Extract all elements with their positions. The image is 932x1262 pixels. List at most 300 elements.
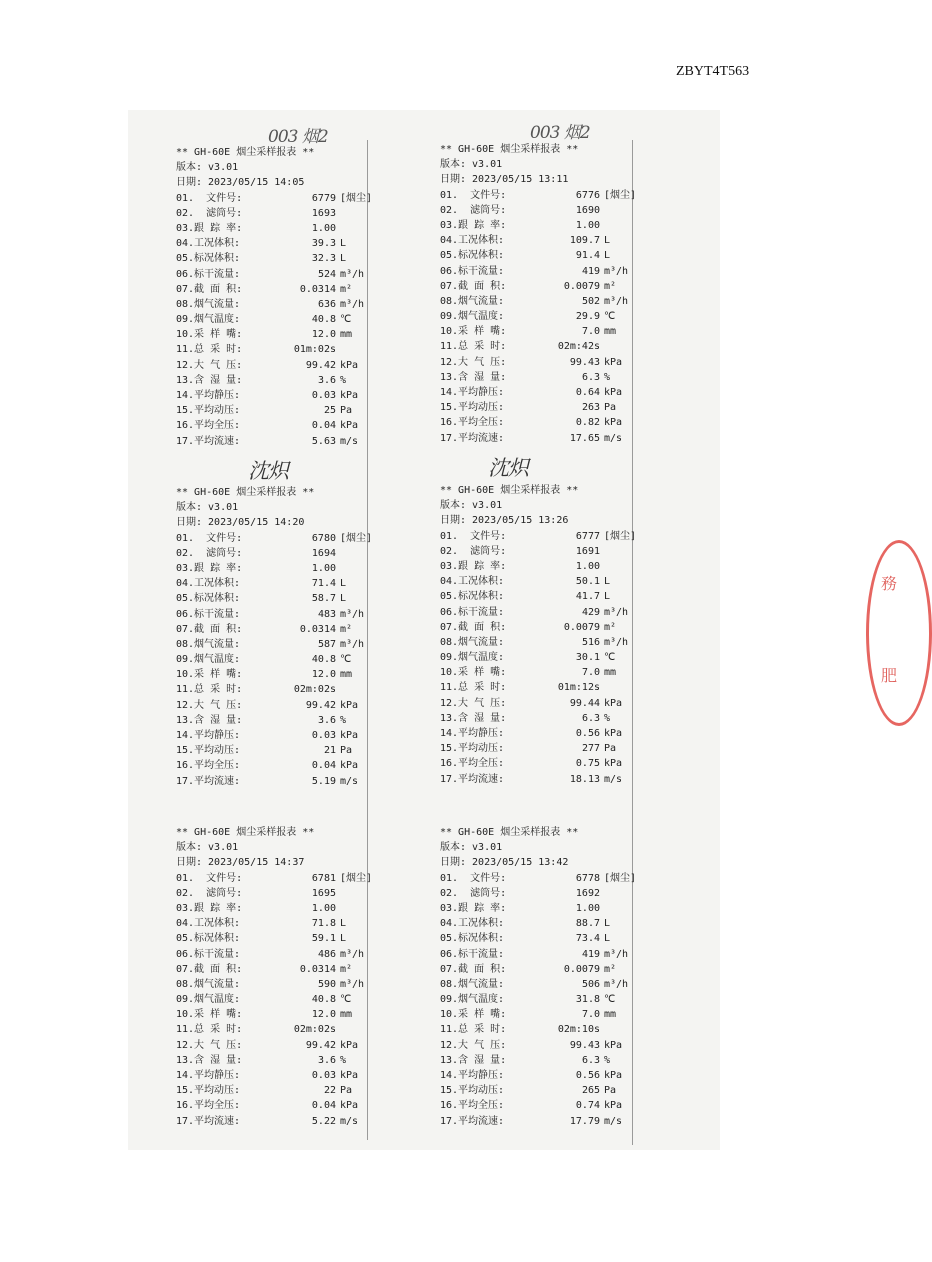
- row-label: 04.工况体积:: [176, 918, 241, 930]
- receipt-row: [440, 233, 655, 248]
- receipt-row: [176, 682, 391, 697]
- row-value: 483: [317, 608, 336, 620]
- row-label: 17.平均流速:: [440, 773, 505, 785]
- row-unit: %: [604, 1054, 611, 1066]
- row-label: 03.跟 踪 率:: [440, 560, 507, 572]
- receipt-row: [440, 1083, 655, 1098]
- receipt-date: 日期: 2023/05/15 13:42: [440, 857, 569, 869]
- row-value: 91.4: [575, 250, 600, 262]
- row-value: 02m:02s: [293, 1024, 336, 1036]
- row-label: 02. 滤筒号:: [176, 887, 243, 899]
- row-label: 12.大 气 压:: [440, 697, 507, 709]
- row-value: 0.03: [311, 730, 336, 742]
- row-label: 08.烟气流量:: [176, 298, 241, 310]
- row-unit: L: [340, 253, 347, 265]
- row-label: 14.平均静压:: [440, 1070, 505, 1082]
- row-label: 04.工况体积:: [440, 235, 505, 247]
- row-value: 5.22: [311, 1115, 336, 1127]
- receipt-version: 版本: v3.01: [176, 162, 239, 174]
- receipt-row: [440, 696, 655, 711]
- receipt-row: [440, 962, 655, 977]
- receipt-row: [440, 264, 655, 279]
- row-unit: kPa: [340, 359, 359, 371]
- row-unit: m²: [604, 963, 617, 975]
- row-label: 15.平均动压:: [440, 743, 505, 755]
- row-value: 6779: [311, 192, 336, 204]
- receipt-row: [176, 743, 391, 758]
- row-value: 02m:02s: [293, 684, 336, 696]
- row-value: 109.7: [569, 235, 600, 247]
- receipt-row: [440, 992, 655, 1007]
- row-value: 50.1: [575, 576, 600, 588]
- row-label: 05.标况体积:: [176, 593, 241, 605]
- row-label: 02. 滤筒号:: [176, 207, 243, 219]
- row-unit: ℃: [340, 314, 352, 326]
- row-value: 01m:02s: [293, 344, 336, 356]
- row-label: 16.平均全压:: [440, 1100, 505, 1112]
- row-label: 03.跟 踪 率:: [440, 219, 507, 231]
- receipt-row: [440, 370, 655, 385]
- row-value: 590: [317, 978, 336, 990]
- row-label: 07.截 面 积:: [176, 963, 243, 975]
- row-unit: [336, 206, 340, 221]
- receipt-date: 日期: 2023/05/15 14:05: [176, 177, 305, 189]
- receipt-row: [176, 871, 391, 886]
- row-unit: kPa: [604, 1100, 623, 1112]
- receipt-row: [176, 1022, 391, 1037]
- row-value: 40.8: [311, 314, 336, 326]
- receipt-row: [440, 756, 655, 771]
- row-unit: [烟尘]: [340, 872, 373, 884]
- sampling-receipt: [176, 145, 391, 449]
- receipt-row: [176, 251, 391, 266]
- receipt-row: [176, 297, 391, 312]
- receipt-version: 版本: v3.01: [176, 502, 239, 514]
- row-unit: m²: [340, 283, 353, 295]
- receipt-row: [176, 962, 391, 977]
- receipt-row: [440, 324, 655, 339]
- row-label: 13.含 湿 量:: [176, 374, 243, 386]
- row-unit: Pa: [340, 405, 353, 417]
- receipt-row: [440, 772, 655, 787]
- receipt-row: [176, 591, 391, 606]
- row-label: 14.平均静压:: [176, 730, 241, 742]
- row-value: 59.1: [311, 933, 336, 945]
- row-value: 22: [323, 1085, 336, 1097]
- row-unit: m/s: [340, 1115, 359, 1127]
- row-value: 0.03: [311, 1070, 336, 1082]
- row-value: 1.00: [311, 902, 336, 914]
- row-unit: m³/h: [340, 608, 365, 620]
- row-unit: m²: [604, 280, 617, 292]
- row-label: 05.标况体积:: [440, 250, 505, 262]
- receipt-row: [440, 1053, 655, 1068]
- row-value: 1.00: [575, 560, 600, 572]
- row-unit: [600, 203, 604, 218]
- row-value: 0.0314: [299, 963, 336, 975]
- row-value: 25: [323, 405, 336, 417]
- receipt-row: [440, 544, 655, 559]
- receipt-row: [176, 728, 391, 743]
- row-value: 1692: [575, 887, 600, 899]
- row-value: 0.04: [311, 1100, 336, 1112]
- row-label: 07.截 面 积:: [176, 283, 243, 295]
- receipt-row: [440, 1007, 655, 1022]
- row-unit: L: [604, 250, 611, 262]
- row-value: 0.56: [575, 728, 600, 740]
- row-unit: m/s: [604, 432, 623, 444]
- row-label: 02. 滤筒号:: [440, 887, 507, 899]
- row-unit: kPa: [604, 728, 623, 740]
- row-value: 0.0314: [299, 283, 336, 295]
- row-unit: [烟尘]: [340, 532, 373, 544]
- row-unit: mm: [340, 1009, 353, 1021]
- row-label: 13.含 湿 量:: [440, 712, 507, 724]
- receipt-row: [176, 561, 391, 576]
- row-label: 14.平均静压:: [176, 1070, 241, 1082]
- row-value: 265: [581, 1085, 600, 1097]
- receipt-row: [440, 203, 655, 218]
- row-unit: L: [604, 591, 611, 603]
- row-unit: kPa: [340, 420, 359, 432]
- row-label: 11.总 采 时:: [440, 341, 507, 353]
- row-unit: m³/h: [604, 978, 629, 990]
- row-unit: [600, 218, 604, 233]
- receipt-row: [176, 206, 391, 221]
- row-label: 07.截 面 积:: [176, 623, 243, 635]
- row-unit: m³/h: [604, 636, 629, 648]
- receipt-row: [440, 339, 655, 354]
- row-unit: [600, 559, 604, 574]
- row-label: 08.烟气流量:: [176, 638, 241, 650]
- row-label: 11.总 采 时:: [176, 344, 243, 356]
- row-unit: %: [604, 712, 611, 724]
- row-unit: [336, 886, 340, 901]
- row-unit: ℃: [604, 652, 616, 664]
- receipt-row: [176, 282, 391, 297]
- row-value: 1693: [311, 207, 336, 219]
- row-value: 1.00: [311, 222, 336, 234]
- row-unit: [336, 342, 340, 357]
- row-unit: mm: [604, 326, 617, 338]
- row-unit: [336, 901, 340, 916]
- row-value: 0.64: [575, 387, 600, 399]
- row-label: 09.烟气温度:: [176, 314, 241, 326]
- receipt-row: [176, 342, 391, 357]
- receipt-row: [440, 218, 655, 233]
- row-unit: [336, 561, 340, 576]
- row-unit: ℃: [604, 311, 616, 323]
- row-unit: m³/h: [604, 606, 629, 618]
- row-value: 41.7: [575, 591, 600, 603]
- official-stamp: [866, 540, 932, 726]
- row-value: 99.43: [569, 356, 600, 368]
- row-label: 06.标干流量:: [176, 608, 241, 620]
- row-label: 13.含 湿 量:: [440, 371, 507, 383]
- sampling-receipt: [440, 825, 655, 1129]
- receipt-row: [440, 901, 655, 916]
- receipt-row: [440, 355, 655, 370]
- row-value: 0.0079: [563, 963, 600, 975]
- row-value: 636: [317, 298, 336, 310]
- row-label: 04.工况体积:: [440, 576, 505, 588]
- row-label: 12.大 气 压:: [440, 356, 507, 368]
- row-unit: [600, 886, 604, 901]
- receipt-row: [176, 992, 391, 1007]
- receipt-version: 版本: v3.01: [440, 500, 503, 512]
- receipt-row: [176, 901, 391, 916]
- row-label: 06.标干流量:: [440, 606, 505, 618]
- row-label: 06.标干流量:: [440, 265, 505, 277]
- receipt-row: [176, 698, 391, 713]
- receipt-row: [440, 680, 655, 695]
- row-value: 6.3: [581, 712, 600, 724]
- row-value: 71.8: [311, 918, 336, 930]
- row-unit: Pa: [604, 743, 617, 755]
- row-value: 99.42: [305, 359, 336, 371]
- row-unit: L: [340, 918, 347, 930]
- row-label: 07.截 面 积:: [440, 621, 507, 633]
- row-label: 13.含 湿 量:: [440, 1054, 507, 1066]
- row-value: 12.0: [311, 669, 336, 681]
- row-label: 16.平均全压:: [176, 1100, 241, 1112]
- row-label: 08.烟气流量:: [440, 295, 505, 307]
- row-value: 40.8: [311, 654, 336, 666]
- row-unit: %: [340, 374, 347, 386]
- receipt-row: [440, 400, 655, 415]
- row-value: 6777: [575, 530, 600, 542]
- row-label: 10.采 样 嘴:: [176, 329, 243, 341]
- receipt-row: [440, 620, 655, 635]
- row-value: 99.42: [305, 699, 336, 711]
- row-unit: [600, 901, 604, 916]
- receipt-row: [440, 977, 655, 992]
- receipt-row: [440, 665, 655, 680]
- row-value: 0.04: [311, 420, 336, 432]
- receipt-row: [176, 947, 391, 962]
- row-unit: ℃: [604, 994, 616, 1006]
- receipt-row: [440, 711, 655, 726]
- row-value: 6.3: [581, 1054, 600, 1066]
- row-value: 7.0: [581, 667, 600, 679]
- row-label: 05.标况体积:: [176, 253, 241, 265]
- row-value: 6780: [311, 532, 336, 544]
- receipt-header: ** GH-60E 烟尘采样报表 **: [176, 487, 315, 498]
- receipt-row: [176, 758, 391, 773]
- row-label: 09.烟气温度:: [440, 311, 505, 323]
- row-label: 02. 滤筒号:: [440, 545, 507, 557]
- row-label: 10.采 样 嘴:: [440, 1009, 507, 1021]
- row-unit: L: [604, 576, 611, 588]
- stamp-char: 務: [881, 574, 898, 593]
- receipt-row: [176, 713, 391, 728]
- row-unit: ℃: [340, 994, 352, 1006]
- row-label: 10.采 样 嘴:: [440, 326, 507, 338]
- row-value: 6776: [575, 189, 600, 201]
- row-value: 1695: [311, 887, 336, 899]
- row-label: 15.平均动压:: [176, 405, 241, 417]
- row-label: 07.截 面 积:: [440, 280, 507, 292]
- receipt-row: [176, 637, 391, 652]
- row-label: 14.平均静压:: [440, 387, 505, 399]
- row-label: 01. 文件号:: [176, 872, 243, 884]
- row-unit: mm: [604, 1009, 617, 1021]
- row-label: 15.平均动压:: [440, 1085, 505, 1097]
- row-value: 21: [323, 745, 336, 757]
- row-label: 12.大 气 压:: [176, 359, 243, 371]
- row-value: 1.00: [575, 219, 600, 231]
- row-value: 02m:42s: [557, 341, 600, 353]
- row-unit: Pa: [604, 402, 617, 414]
- document-code: ZBYT4T563: [676, 64, 750, 79]
- row-label: 04.工况体积:: [176, 578, 241, 590]
- receipt-row: [176, 312, 391, 327]
- row-unit: kPa: [604, 697, 623, 709]
- row-unit: L: [340, 593, 347, 605]
- row-label: 17.平均流速:: [440, 1115, 505, 1127]
- row-label: 01. 文件号:: [176, 532, 243, 544]
- row-unit: [600, 680, 604, 695]
- row-value: 29.9: [575, 311, 600, 323]
- receipt-row: [176, 418, 391, 433]
- row-label: 09.烟气温度:: [176, 994, 241, 1006]
- receipt-row: [440, 650, 655, 665]
- receipt-row: [440, 947, 655, 962]
- receipt-row: [440, 574, 655, 589]
- receipt-header: ** GH-60E 烟尘采样报表 **: [176, 147, 315, 158]
- row-label: 07.截 面 积:: [440, 963, 507, 975]
- row-label: 10.采 样 嘴:: [440, 667, 507, 679]
- row-value: 3.6: [317, 714, 336, 726]
- row-value: 32.3: [311, 253, 336, 265]
- receipt-row: [176, 236, 391, 251]
- receipt-version: 版本: v3.01: [440, 159, 503, 171]
- row-label: 02. 滤筒号:: [440, 204, 507, 216]
- receipt-date: 日期: 2023/05/15 13:11: [440, 174, 569, 186]
- row-unit: L: [340, 578, 347, 590]
- stamp-char: 肥: [881, 666, 898, 685]
- row-unit: L: [604, 933, 611, 945]
- row-unit: m/s: [340, 435, 359, 447]
- row-value: 587: [317, 638, 336, 650]
- row-value: 7.0: [581, 1009, 600, 1021]
- row-unit: kPa: [340, 1100, 359, 1112]
- row-unit: m/s: [604, 1115, 623, 1127]
- row-unit: m³/h: [340, 948, 365, 960]
- row-label: 06.标干流量:: [176, 268, 241, 280]
- row-value: 3.6: [317, 1054, 336, 1066]
- receipt-row: [176, 1083, 391, 1098]
- row-label: 05.标况体积:: [440, 933, 505, 945]
- row-value: 6778: [575, 872, 600, 884]
- row-unit: m²: [340, 963, 353, 975]
- row-value: 1.00: [575, 902, 600, 914]
- receipt-row: [440, 415, 655, 430]
- row-label: 10.采 样 嘴:: [176, 1009, 243, 1021]
- receipt-row: [176, 358, 391, 373]
- row-label: 01. 文件号:: [440, 189, 507, 201]
- receipt-version: 版本: v3.01: [440, 842, 503, 854]
- row-unit: kPa: [340, 1070, 359, 1082]
- receipt-row: [440, 871, 655, 886]
- row-label: 14.平均静压:: [440, 728, 505, 740]
- row-unit: m³/h: [340, 978, 365, 990]
- sampling-receipt: [440, 142, 655, 446]
- row-unit: kPa: [340, 1039, 359, 1051]
- row-value: 524: [317, 268, 336, 280]
- row-unit: m³/h: [604, 265, 629, 277]
- row-value: 419: [581, 948, 600, 960]
- receipt-row: [440, 635, 655, 650]
- receipt-row: [176, 652, 391, 667]
- row-unit: m³/h: [604, 948, 629, 960]
- row-unit: kPa: [604, 1039, 623, 1051]
- row-unit: [336, 546, 340, 561]
- row-value: 6781: [311, 872, 336, 884]
- receipt-row: [176, 1098, 391, 1113]
- receipt-row: [176, 576, 391, 591]
- receipt-date: 日期: 2023/05/15 14:37: [176, 857, 305, 869]
- receipt-row: [440, 385, 655, 400]
- row-value: 02m:10s: [557, 1024, 600, 1036]
- row-label: 03.跟 踪 率:: [176, 902, 243, 914]
- handwritten-signature: 沈炽: [248, 459, 288, 483]
- receipt-row: [440, 726, 655, 741]
- receipt-row: [176, 388, 391, 403]
- row-value: 88.7: [575, 918, 600, 930]
- receipt-date: 日期: 2023/05/15 14:20: [176, 517, 305, 529]
- row-label: 09.烟气温度:: [176, 654, 241, 666]
- row-unit: kPa: [604, 356, 623, 368]
- row-unit: kPa: [340, 760, 359, 772]
- row-label: 12.大 气 压:: [176, 1039, 243, 1051]
- handwritten-signature: 003 烟2: [268, 127, 328, 147]
- row-label: 17.平均流速:: [176, 775, 241, 787]
- receipt-date: 日期: 2023/05/15 13:26: [440, 515, 569, 527]
- receipt-row: [176, 886, 391, 901]
- handwritten-signature: 003 烟2: [530, 123, 590, 143]
- row-label: 16.平均全压:: [440, 417, 505, 429]
- receipt-row: [440, 605, 655, 620]
- row-label: 12.大 气 压:: [176, 699, 243, 711]
- row-label: 17.平均流速:: [176, 435, 241, 447]
- row-label: 17.平均流速:: [440, 432, 505, 444]
- row-value: 7.0: [581, 326, 600, 338]
- row-unit: L: [604, 235, 611, 247]
- receipt-row: [440, 886, 655, 901]
- row-value: 31.8: [575, 994, 600, 1006]
- row-value: 0.0314: [299, 623, 336, 635]
- row-value: 12.0: [311, 1009, 336, 1021]
- row-unit: [烟尘]: [340, 192, 373, 204]
- row-value: 39.3: [311, 238, 336, 250]
- row-label: 01. 文件号:: [176, 192, 243, 204]
- row-value: 429: [581, 606, 600, 618]
- sampling-receipt: [176, 825, 391, 1129]
- row-label: 12.大 气 压:: [440, 1039, 507, 1051]
- row-label: 08.烟气流量:: [440, 636, 505, 648]
- row-unit: [烟尘]: [604, 872, 637, 884]
- receipt-row: [440, 1022, 655, 1037]
- row-label: 13.含 湿 量:: [176, 1054, 243, 1066]
- receipt-row: [440, 589, 655, 604]
- row-unit: [336, 682, 340, 697]
- row-unit: [600, 1022, 604, 1037]
- row-unit: L: [340, 933, 347, 945]
- row-label: 05.标况体积:: [176, 933, 241, 945]
- receipt-row: [440, 1068, 655, 1083]
- row-label: 10.采 样 嘴:: [176, 669, 243, 681]
